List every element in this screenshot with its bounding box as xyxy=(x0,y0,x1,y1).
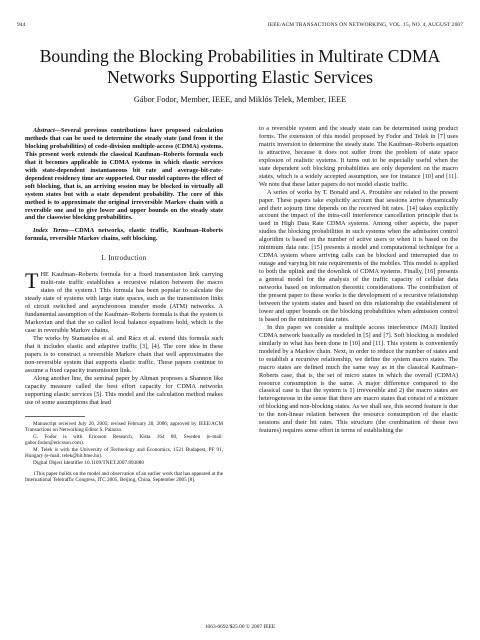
paper-authors: Gábor Fodor, Member, IEEE, and Miklós Telek, Member, IEEE xyxy=(133,95,347,104)
right-paragraph-3: In this paper we consider a multiple access interference (MAI) limited CDMA network basically as modeled in [5] and [7]. Soft blocking is modeled similarly to what has been done in [10] and [11]. This system is conveniently modeled by a Markov chain. Next, in order to reduce the number of states and to establish a recursive relationship, we define the system macro states. The macro states are defined much the same way as in the classical Kaufman–Roberts case, that is, the set of micro states in which the overall (CDMA) resource consumption is the same. A major difference compared to the classical case is that the system is 1) irreversible and 2) the macro states are heterogeneous in the sense that there are macro states that consist of a mixture of blocking and non-blocking states. As we shall see, this second feature is due to the non-linear relation between the resource consumption of the elastic sessions and their bit rates. This structure (the combination of these two features) requires some effort in terms of establishing the xyxy=(259,323,458,435)
author-note-2: M. Telek is with the University of Technology and Economics, 1521 Budapest, PF 91, Hungary (e-mail: telek@hit.bme.hu). xyxy=(25,446,223,460)
right-column xyxy=(259,125,458,435)
section-heading: I. Introduction xyxy=(101,254,147,263)
intro-paragraph-1-text: HE Kaufman–Roberts formula for a fixed transmission link carrying multi-rate traffic establishes a recursive relation between the macro states of the system.1 This formula has been popular to calculate the steady state of systems with large state spaces, such as the transmission links of circuit switched and asynchronous transfer mode (ATM) networks. A fundamental assumption of the Kaufman–Roberts formula is that the system is Markovian and that the so called local balance equations hold, which is the case in reversible Markov chains. xyxy=(25,271,223,334)
paper-title: Bounding the Blocking Probabilities in Multirate CDMA Networks Supporting Elastic Services xyxy=(39,46,441,87)
intro-paragraph-2: The works by Stamatelos et al. and Rácz et al. extend this formula such that it includes elastic and adaptive traffic [3], [4]. The core idea in these papers is to construct a reversible Markov chain that well approximates the non-reversible system that supports elastic traffic. These papers continue to assume a fixed capacity transmission link. xyxy=(25,334,223,374)
footnote-1: 1This paper builds on the model and observation of an earlier work that has appeared at the International Teletraffic Congress, ITC 2005, Beijing, China, September 2005 [8]. xyxy=(25,470,223,484)
left-column xyxy=(25,127,223,484)
journal-header: IEEE/ACM TRANSACTIONS ON NETWORKING, VOL. 15, NO. 4, AUGUST 2007 xyxy=(267,22,463,28)
index-terms-text: CDMA networks, elastic traffic, Kaufman–Roberts formula, reversible Markov chains, soft blocking. xyxy=(25,227,224,243)
abstract-text: Several previous contributions have proposed calculation methods that can be used to determine the steady state (and from it the blocking probabilities) of code-division multiple-access (CDMA) systems. This present work extends the classical Kaufman–Roberts formula such that it becomes applicable in CDMA systems in which elastic services with state-dependent instantaneous bit rate and average-bit-rate-dependent residency time are supported. Our model captures the effect of soft blocking, that is, an arriving session may be blocked in virtually all system states but with a state dependent probability. The core of this method is to approximate the original irreversible Markov chain with a reversible one and to give lower and upper bounds on the steady state and the classwise blocking probabilities. xyxy=(25,127,223,222)
manuscript-note: Manuscript received July 20, 2005; revised February 20, 2006; approved by IEEE/ACM Transactions on Networking Editor S. Palazzo. xyxy=(25,420,223,434)
running-header xyxy=(17,22,463,28)
abstract-lead: Abstract— xyxy=(33,127,61,134)
index-terms xyxy=(25,227,223,243)
footnotes xyxy=(25,421,223,484)
dropcap: T xyxy=(25,268,39,294)
copyright-footer: 1063-6692/$25.00 © 2007 IEEE xyxy=(204,624,276,630)
footnote-rule xyxy=(25,416,85,417)
page-number: 944 xyxy=(17,22,26,28)
right-paragraph-2: A series of works by T. Bonald and A. Proutière are related to the present paper. These papers take explicitly account that sessions arrive dynamically and their sojourn time depends on the received bit rates. [14] takes explicitly account the impact of the intra-cell interference cancellation principle that is used in High Data Rate CDMA systems. Among other aspects, the paper studies the blocking probabilities in such systems when the admission control algorithm is based on the number of active users or when it is based on the minimum data rate. [15] presents a model and computational technique for a CDMA system where arriving calls can be blocked and interrupted due to outage and varying bit rate requirements of the mobiles. This model is applied to both the uplink and the downlink of CDMA systems. Finally, [16] presents a general model for the analysis of the traffic capacity of cellular data networks based on information theoretic considerations. The contribution of the present paper to these works is the development of a recursive relationship between the system states and based on this relationship the establishment of lower and upper bounds on the blocking probabilities when admission control is based on the minimum data rates. xyxy=(259,188,458,323)
abstract xyxy=(25,127,223,222)
intro-paragraph-3: Along another line, the seminal paper by Altman proposes a Shannon like capacity measure called the best effort capacity for CDMA networks supporting elastic services [5]. This model and the calculation method makes use of some assumptions that lead xyxy=(25,374,223,406)
index-terms-lead: Index Terms— xyxy=(33,227,75,235)
doi-note: Digital Object Identifier 10.1109/TNET.2007.893880 xyxy=(33,460,144,467)
intro-paragraph-1 xyxy=(25,268,223,335)
right-paragraph-1: to a reversible system and the steady state can be determined using product forms. The extension of this model proposed by Fodor and Telek in [7] uses matrix inversion to determine the steady state. The Kaufman–Roberts equation is attractive, because it does not suffer from the problem of state space explosion of realistic systems. It turns out to be especially useful when the state dependent soft blocking probabilities are only dependent on the macro states, which is a widely accepted assumption, see for instance [10] and [11]. We note that these latter papers do not model elastic traffic. xyxy=(259,125,458,188)
author-note-1: G. Fodor is with Ericsson Research, Kista 164 80, Sweden (e-mail: gabor.fodor@ericsson.com). xyxy=(25,433,223,447)
